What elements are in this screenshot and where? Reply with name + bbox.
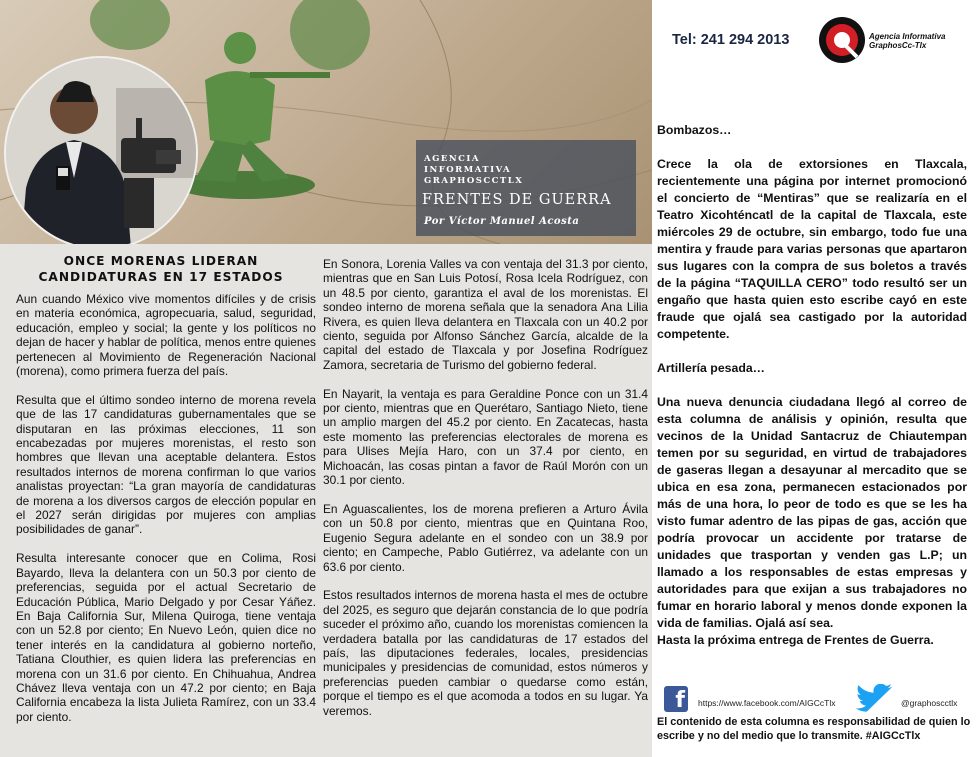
phone-number: Tel: 241 294 2013 (672, 32, 790, 48)
twitter-handle[interactable]: @graphoscctlx (901, 698, 958, 708)
logo-text (869, 32, 945, 50)
author-photo (4, 56, 198, 244)
paragraph: Aun cuando México vive momentos difíciles y de crisis en materia económica, agropecuaria, salud, seguridad, educación, empleo y social; la gente y los políticos no dejan de hacer y hablar de política, menos entre quienes pertenecen al Movimiento de Regeneración Nacional (morena), como primera fuerza del país. (16, 292, 316, 379)
paragraph: Resulta interesante conocer que en Colima, Rosi Bayardo, lleva la delantera con un 50.3 por ciento de preferencias, seguida por el actual Secretario de Educación Pública, Mario Delgado y por Cesar Yáñez. En Baja California Sur, Milena Quiroga, tiene ventaja con un 52.8 por ciento; En Nuevo León, quien dice no tener interés en la candidatura al gobierno norteño, Tatiana Clouthier, es quien lidera las preferencias en morena con un 31.6 por ciento. En Chihuahua, Andrea Chávez lleva ventaja con un 47.2 por ciento; en Baja California encabeza la lista Julieta Ramírez, con un 33.4 por ciento. (16, 551, 316, 724)
section-heading: Artillería pesada… (657, 361, 765, 375)
paragraph: En Nayarit, la ventaja es para Geraldine Ponce con un 31.4 por ciento, mientras que en Querétaro, Santiago Nieto, tiene un amplio margen del 45.2 por ciento. En Zacatecas, hasta este momento las preferencias electorales de morena es para Ulises Mejía Haro, con un 37.4 por ciento, en Michoacán, las cosas pintan a favor de Raúl Morón con un 30.1 por ciento. (323, 386, 648, 488)
agency-name: AGENCIA INFORMATIVA GRAPHOSCCTLX (424, 154, 524, 186)
right-column (652, 0, 980, 757)
paragraph: En Sonora, Lorenia Valles va con ventaja del 31.3 por ciento, mientras que en San Luis Potosí, Rosa Icela Rodríguez, con un 48.5 por ciento, garantiza el aval de los morenistas. El sondeo interno de morena señala que la senadora Ana Lilia Rivera, es quien lleva delantera en Tlaxcala con un 40.2 por ciento, seguida por Alfonso Sánchez García, alcalde de la capital del estado de Tlaxcala y por Josefina Rodríguez Zamora, secretaria de Turismo del gobierno federal. (323, 257, 648, 372)
facebook-link[interactable]: https://www.facebook.com/AIGCcTlx (698, 698, 836, 708)
paragraph: Resulta que el último sondeo interno de morena revela que de las 17 candidaturas gubernamentales que se disputaran en las próximas elecciones, 11 son encabezadas por mujeres morenistas, el resto son hombres que llevan una aceptable delantera. Estos resultados internos de morena confirman lo que varios analistas proyectan: “La gran mayoría de candidaturas de morena a los diversos cargos de elección popular en el 2027 serán dirigidas por mujeres con amplias posibilidades de ganar”. (16, 392, 316, 537)
left-column (16, 292, 316, 739)
agency-logo-icon (817, 15, 867, 65)
logo-line-1: Agencia Informativa (869, 32, 946, 41)
twitter-bird-icon[interactable] (856, 684, 892, 714)
header-banner (0, 0, 652, 244)
column-brand-box (416, 140, 636, 236)
closing-line: Hasta la próxima entrega de Frentes de Guerra. (657, 633, 934, 647)
section-heading: Bombazos… (657, 123, 732, 137)
paragraph: En Aguascalientes, los de morena prefieren a Arturo Ávila con un 50.8 por ciento, mientras que en Quintana Roo, Eugenio Segura adelante en el sondeo con un 38.9 por ciento; en Campeche, Pablo Gutiérrez, va adelante con un 63.6 por ciento. (323, 501, 648, 574)
article-headline: ONCE MORENAS LIDERAN CANDIDATURAS EN 17 ESTADOS (38, 254, 284, 284)
logo-line-2: GraphosCc-Tlx (869, 41, 927, 50)
paragraph: Crece la ola de extorsiones en Tlaxcala, recientemente una página por internet promocionó el concierto de “Mentiras” que se realizaría en el Teatro Xicohténcatl de la capital de Tlaxcala, este miércoles 29 de octubre, sin embargo, todo fue una mentira y fraude para varias personas que apartaron sus lugares con la compra de sus boletos a través de la página “TAQUILLA CERO” todo resultó ser un engaño que hasta quien esto escribe cayó en este fraude que ojalá sea castigado por la autoridad competente. (657, 157, 967, 341)
social-links (652, 686, 980, 716)
disclaimer: El contenido de esta columna es responsabilidad de quien lo escribe y no del medio que lo transmite. #AIGCcTlx (657, 716, 971, 742)
paragraph: Una nueva denuncia ciudadana llegó al correo de esta columna de análisis y opinión, resulta que vecinos de la Unidad Santacruz de Chiautempan temen por su seguridad, en virtud de trabajadores de gaseras llegan a desayunar al mercadito que se ubica en esa zona, permanecen estacionados por más de una hora, lo peor de todo es que se les ha visto fumar adentro de las pipas de gas, acción que podría provocar un accidente por tratarse de unidades que trasportan y venden gas L.P; un llamado a los responsables de estas empresas y autoridades para que exijan a sus trabajadores no fumar en horario laboral y menos donde exponen la vida de familias. Ojalá así sea. (657, 395, 967, 630)
middle-column (323, 257, 648, 732)
reporter-with-camera-icon (6, 58, 196, 244)
paragraph: Estos resultados internos de morena hasta el mes de octubre del 2025, es seguro que dejarán constancia de lo que podría suceder el próximo año, cuando los morenistas comiencen la verdadera batalla por las candidaturas de 17 estados del país, las diputaciones federales, locales, presidencias municipales y presidencias de comunidad, estos números y preferencias pueden cambiar o quedarse como están, porque el tiempo es el que acomoda a todos en su lugar. Ya veremos. (323, 588, 648, 718)
facebook-icon[interactable]: f (664, 686, 688, 712)
column-title: FRENTES DE GUERRA (422, 192, 612, 208)
right-column-text (657, 122, 967, 649)
author-byline: Por Víctor Manuel Acosta (424, 216, 580, 227)
